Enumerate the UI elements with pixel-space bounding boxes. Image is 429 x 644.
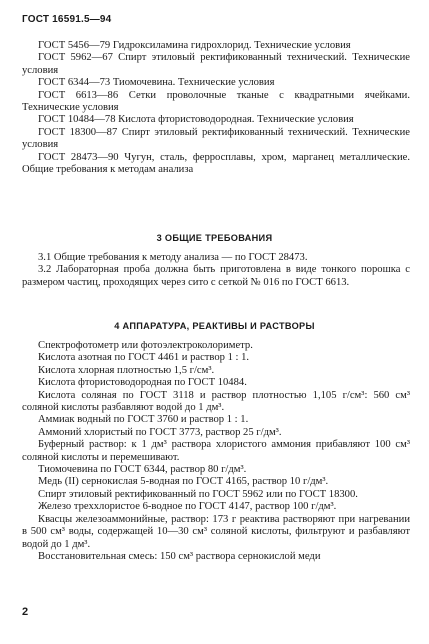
reagent-item: Кислота хлорная плотностью 1,5 г/см³. xyxy=(38,364,215,376)
section-3-heading: 3 ОБЩИЕ ТРЕБОВАНИЯ xyxy=(156,233,273,243)
reference-item: ГОСТ 5962—67 Спирт этиловый ректификованный технический. Технические условия xyxy=(22,52,410,76)
reagent-item: Спирт этиловый ректификованный по ГОСТ 5962 или по ГОСТ 18300. xyxy=(38,488,358,500)
reagent-item: Буферный раствор: к 1 дм³ раствора хлористого аммония прибавляют 100 см³ соляной кислоты и перемешивают. xyxy=(22,439,410,463)
reference-item: ГОСТ 6344—73 Тиомочевина. Технические условия xyxy=(38,77,275,89)
paragraph: 3.1 Общие требования к методу анализа — по ГОСТ 28473. xyxy=(38,252,308,263)
reagent-item: Медь (II) сернокислая 5-водная по ГОСТ 4165, раствор 10 г/дм³. xyxy=(38,476,329,488)
section-4-body xyxy=(22,340,410,563)
page-header: ГОСТ 16591.5—94 xyxy=(22,14,112,25)
reference-item: ГОСТ 28473—90 Чугун, сталь, ферросплавы, хром, марганец металлические. Общие требования к методам анализа xyxy=(22,151,410,176)
reagent-item: Восстановительная смесь: 150 см³ раствора сернокислой меди xyxy=(38,550,321,562)
section-3-body xyxy=(22,252,410,289)
section-4-heading: 4 АППАРАТУРА, РЕАКТИВЫ И РАСТВОРЫ xyxy=(114,321,315,331)
paragraph: 3.2 Лабораторная проба должна быть приготовлена в виде тонкого порошка с размером частиц, проходящих через сито с сеткой № 016 по ГОСТ 6613. xyxy=(22,264,410,288)
reagent-item: Аммоний хлористый по ГОСТ 3773, раствор 25 г/дм³. xyxy=(38,426,282,438)
reagent-item: Квасцы железоаммонийные, раствор: 173 г реактива растворяют при нагревании в 500 см³ воды, содержащей 10—30 см³ соляной кислоты, фильтруют и разбавляют водой до 1 дм³. xyxy=(22,513,410,550)
reagent-item: Аммиак водный по ГОСТ 3760 и раствор 1 : 1. xyxy=(38,414,249,426)
reference-item: ГОСТ 5456—79 Гидроксиламина гидрохлорид. Технические условия xyxy=(38,40,351,51)
reagent-item: Кислота азотная по ГОСТ 4461 и раствор 1 : 1. xyxy=(38,352,250,364)
reagent-item: Железо треххлористое 6-водное по ГОСТ 4147, раствор 100 г/дм³. xyxy=(38,501,337,513)
reagent-item: Тиомочевина по ГОСТ 6344, раствор 80 г/дм³. xyxy=(38,464,247,476)
reference-item: ГОСТ 18300—87 Спирт этиловый ректификованный технический. Технические условия xyxy=(22,126,410,151)
reagent-item: Кислота соляная по ГОСТ 3118 и раствор плотностью 1,105 г/см³: 560 см³ соляной кислоты разбавляют водой до 1 дм³. xyxy=(22,389,410,414)
reference-item: ГОСТ 10484—78 Кислота фтористоводородная. Технические условия xyxy=(38,114,354,126)
reference-item: ГОСТ 6613—86 Сетки проволочные тканые с квадратными ячейками. Технические условия xyxy=(22,89,410,114)
reagent-item: Спектрофотометр или фотоэлектроколориметр. xyxy=(38,340,253,351)
page-number: 2 xyxy=(22,606,29,618)
reagent-item: Кислота фтористоводородная по ГОСТ 10484. xyxy=(38,377,247,389)
references-list xyxy=(22,40,410,176)
